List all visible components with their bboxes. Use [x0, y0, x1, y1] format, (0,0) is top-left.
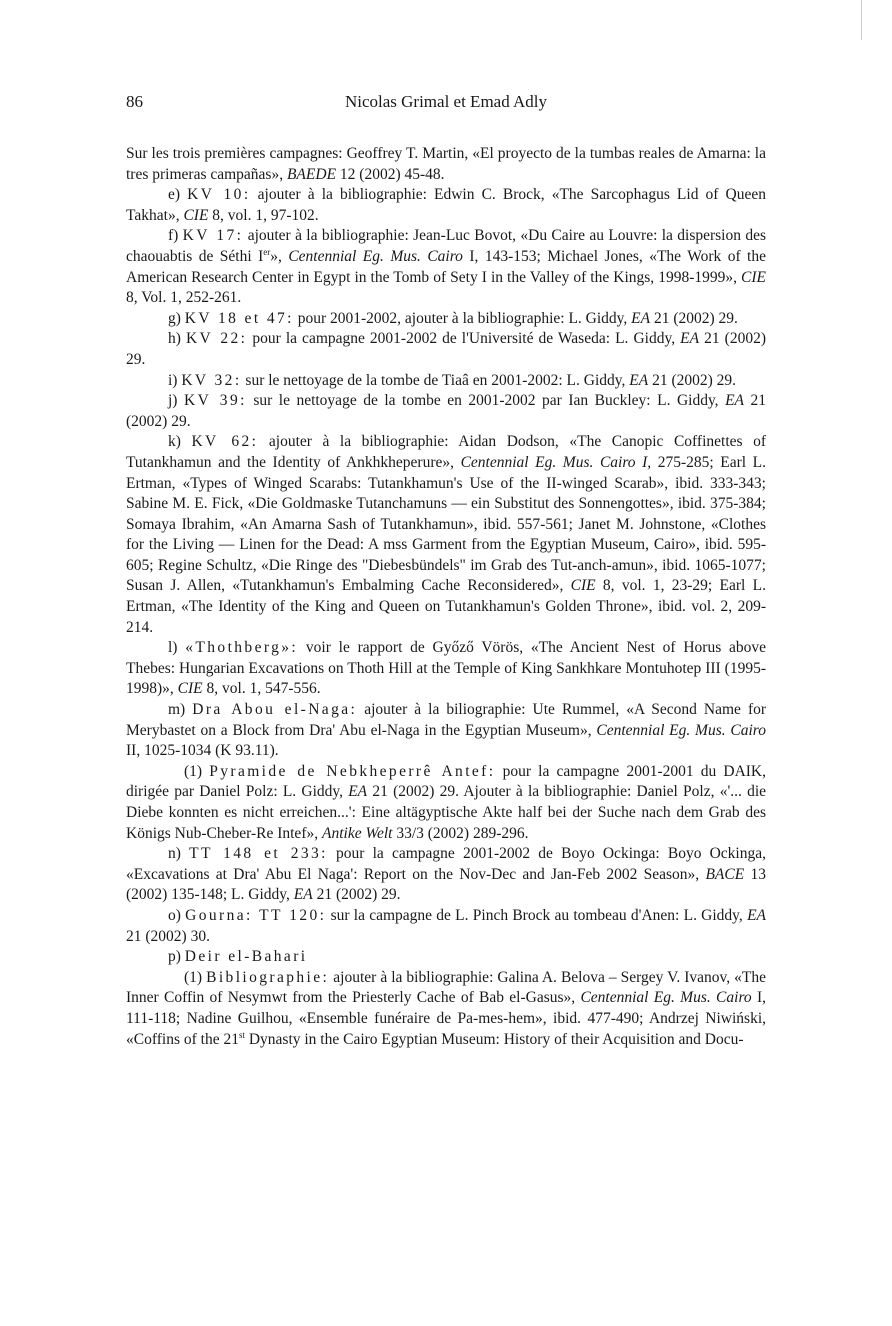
- entry-heading: KV 18 et 47:: [184, 309, 294, 327]
- entry-e: e) KV 10: ajouter à la bibliographie: Edwin C. Brock, «The Sarcophagus Lid of Queen Takhat», CIE 8, vol. 1, 97-102.: [126, 186, 766, 224]
- entry-heading: KV 10:: [187, 186, 251, 204]
- entry-heading: KV 22:: [185, 330, 248, 348]
- entry-heading: KV 39:: [183, 392, 247, 410]
- entry-heading: Gourna: TT 120:: [185, 906, 327, 924]
- entry-heading: Deir el-Bahari: [184, 948, 308, 966]
- entry-heading: Dra Abou el-Naga:: [192, 701, 358, 719]
- entry-heading: «Thothberg»:: [185, 639, 299, 657]
- entry-n: n) TT 148 et 233: pour la campagne 2001-2002 de Boyo Ockinga: Boyo Ockinga, «Excavations at Dra' Abu El Naga': Report on the Nov-Dec and Jan-Feb 2002 Season», BACE 13 (2002) 135-148; L. Giddy, EA 21 (2002) 29.: [126, 845, 766, 904]
- running-title: Nicolas Grimal et Emad Adly: [344, 92, 548, 111]
- page-body: [126, 144, 766, 1050]
- page-number: 86: [126, 92, 143, 111]
- entry-k: k) KV 62: ajouter à la bibliographie: Aidan Dodson, «The Canopic Coffinettes of Tutankhamun and the Identity of Ankhkheperure», Centennial Eg. Mus. Cairo I, 275-285; Earl L. Ertman, «Types of Winged Scarabs: Tutankhamun's Use of the II-winged Scarab», ibid. 333-343; Sabine M. E. Fick, «Die Goldmaske Tutanchamuns — ein Substitut des Sonnengottes», ibid. 375-384; Somaya Ibrahim, «An Amarna Sash of Tutankhamun», ibid. 557-561; Janet M. Johnstone, «Clothes for the Living — Linen for the Dead: A mss Garment from the Egyptian Museum, Cairo», ibid. 595-605; Regine Schultz, «Die Ringe des "Diebesbündels" im Grab des Tut-anch-amun», ibid. 1065-1077; Susan J. Allen, «Tutankhamun's Embalming Cache Reconsidered», CIE 8, vol. 1, 23-29; Earl L. Ertman, «The Identity of the King and Queen on Tutankhamun's Golden Throne», ibid. vol. 2, 209-214.: [126, 433, 766, 636]
- entry-m-1: (1) Pyramide de Nebkheperrê Antef: pour la campagne 2001-2001 du DAIK, dirigée par Daniel Polz: L. Giddy, EA 21 (2002) 29. Ajouter à la bibliographie: Daniel Polz, «'... die Diebe konnten es nicht erreichen...': Eine altägyptische Akte half bei der Suche nach dem Grab des Königs Nub-Cheber-Re Intef», Antike Welt 33/3 (2002) 289-296.: [126, 762, 767, 842]
- entry-o: o) Gourna: TT 120: sur la campagne de L. Pinch Brock au tombeau d'Anen: L. Giddy, EA 21 (2002) 30.: [126, 906, 766, 945]
- entry-g: g) KV 18 et 47: pour 2001-2002, ajouter à la bibliographie: L. Giddy, EA 21 (2002) 29.: [168, 309, 738, 327]
- entry-l: l) «Thothberg»: voir le rapport de Győző Vörös, «The Ancient Nest of Horus above Thebes: Hungarian Excavations on Thoth Hill at the Temple of King Sankhkare Montuhotep III (1995-1998)», CIE 8, vol. 1, 547-556.: [126, 639, 766, 698]
- entry-m: m) Dra Abou el-Naga: ajouter à la biliographie: Ute Rummel, «A Second Name for Merybastet on a Block from Dra' Abu el-Naga in the Egyptian Museum», Centennial Eg. Mus. Cairo II, 1025-1034 (K 93.11).: [126, 701, 767, 760]
- entry-j: j) KV 39: sur le nettoyage de la tombe en 2001-2002 par Ian Buckley: L. Giddy, EA 21 (2002) 29.: [126, 392, 767, 430]
- paragraph-continuation: Sur les trois premières campagnes: Geoffrey T. Martin, «El proyecto de la tumbas reales de Amarna: la tres primeras campañas», BAEDE 12 (2002) 45-48.: [126, 145, 766, 183]
- page-edge-line: [861, 0, 862, 40]
- entry-p-1: (1) Bibliographie: ajouter à la bibliographie: Galina A. Belova – Sergey V. Ivanov, «The Inner Coffin of Nesymwt from the Priesterly Cache of Bab el-Gasus», Centennial Eg. Mus. Cairo I, 111-118; Nadine Guilhou, «Ensemble funéraire de Pa-mes-hem», ibid. 477-490; Andrzej Niwiński, «Coffins of the 21st Dynasty in the Cairo Egyptian Museum: History of their Acquisition and Docu-: [126, 968, 766, 1048]
- entry-h: h) KV 22: pour la campagne 2001-2002 de l'Université de Waseda: L. Giddy, EA 21 (2002) 29.: [126, 330, 766, 368]
- entry-f: f) KV 17: ajouter à la bibliographie: Jean-Luc Bovot, «Du Caire au Louvre: la dispersion des chaouabtis de Séthi Ier», Centennial Eg. Mus. Cairo I, 143-153; Michael Jones, «The Work of the American Research Center in Egypt in the Tomb of Sety I in the Valley of the Kings, 1998-1999», CIE 8, Vol. 1, 252-261.: [126, 227, 766, 307]
- entry-heading: Pyramide de Nebkheperrê Antef:: [209, 762, 496, 780]
- entry-p: p) Deir el-Bahari: [168, 948, 308, 966]
- entry-heading: KV 62:: [191, 433, 259, 451]
- entry-i: i) KV 32: sur le nettoyage de la tombe de Tiaâ en 2001-2002: L. Giddy, EA 21 (2002) 29.: [168, 371, 737, 389]
- entry-heading: KV 32:: [181, 371, 242, 389]
- entry-heading: Bibliographie:: [206, 968, 330, 986]
- page-header: [126, 92, 766, 116]
- entry-heading: KV 17:: [182, 227, 244, 245]
- entry-heading: TT 148 et 233:: [189, 845, 328, 863]
